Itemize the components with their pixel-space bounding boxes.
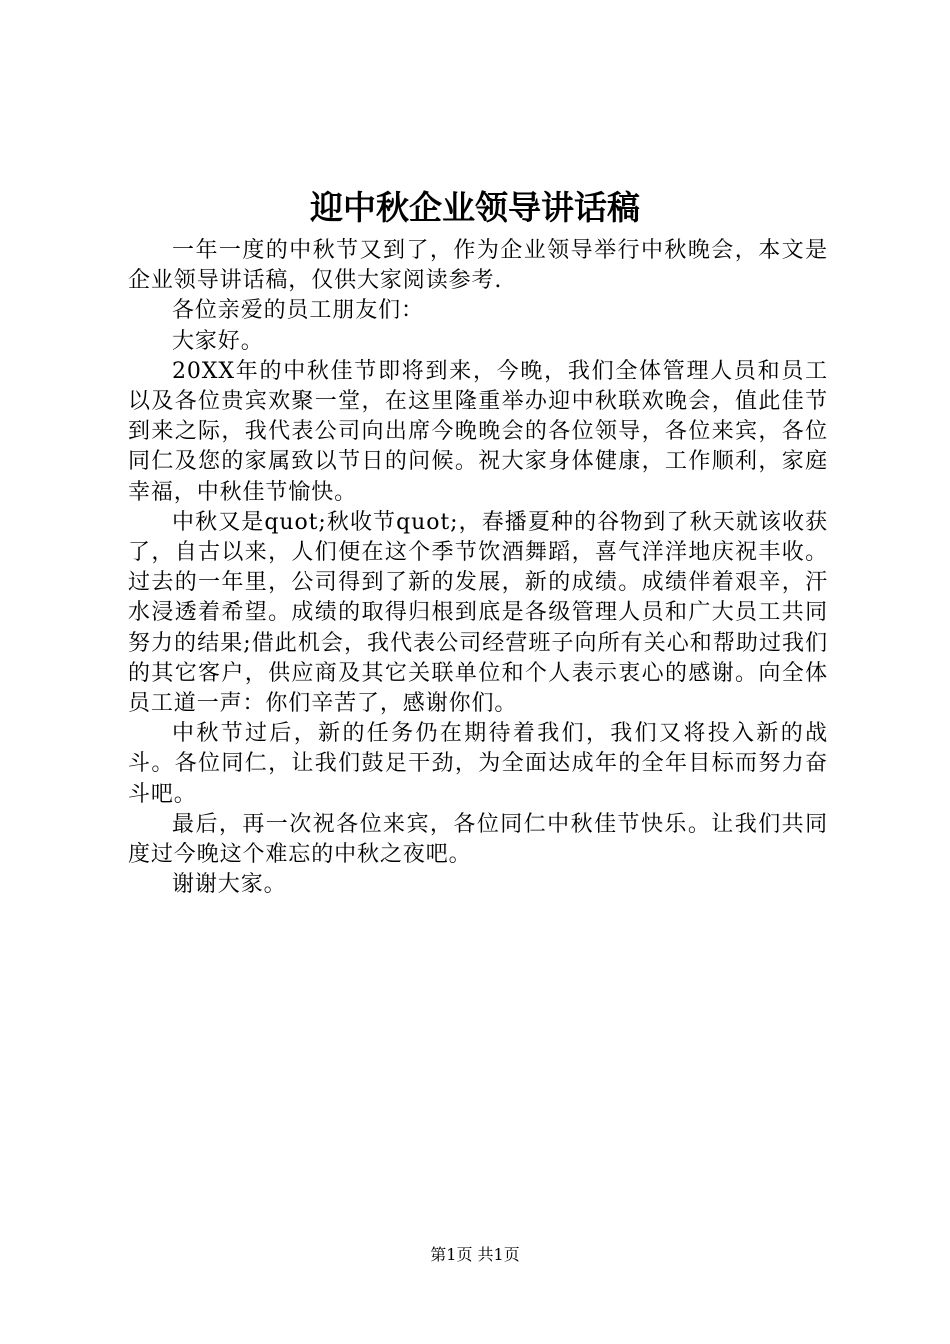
document-body bbox=[128, 236, 828, 900]
paragraph-harvest-thanks: 中秋又是quot;秋收节quot;，春播夏种的谷物到了秋天就该收获了，自古以来，人们便在这个季节饮酒舞蹈，喜气洋洋地庆祝丰收。过去的一年里，公司得到了新的发展，新的成绩。成绩伴着艰辛，汗水浸透着希望。成绩的取得归根到底是各级管理人员和广大员工共同努力的结果;借此机会，我代表公司经营班子向所有关心和帮助过我们的其它客户，供应商及其它关联单位和个人表示衷心的感谢。向全体员工道一声：你们辛苦了，感谢你们。 bbox=[128, 509, 828, 717]
paragraph-greeting: 大家好。 bbox=[172, 328, 264, 354]
paragraph-salutation: 各位亲爱的员工朋友们： bbox=[172, 298, 424, 324]
paragraph-closing-wishes: 最后，再一次祝各位来宾，各位同仁中秋佳节快乐。让我们共同度过今晚这个难忘的中秋之夜吧。 bbox=[128, 811, 828, 868]
paragraph-festival-wishes: 20XX年的中秋佳节即将到来，今晚，我们全体管理人员和员工以及各位贵宾欢聚一堂，在这里隆重举办迎中秋联欢晚会，值此佳节到来之际，我代表公司向出席今晚晚会的各位领导，各位来宾，各位同仁及您的家属致以节日的问候。祝大家身体健康，工作顺利，家庭幸福，中秋佳节愉快。 bbox=[128, 358, 828, 505]
page-footer: 第1页 共1页 bbox=[430, 1245, 520, 1264]
document-title: 迎中秋企业领导讲话稿 bbox=[310, 188, 640, 227]
paragraph-intro: 一年一度的中秋节又到了，作为企业领导举行中秋晚会，本文是企业领导讲话稿，仅供大家阅读参考. bbox=[128, 238, 828, 294]
paragraph-thanks: 谢谢大家。 bbox=[172, 872, 287, 898]
paragraph-future-goals: 中秋节过后，新的任务仍在期待着我们，我们又将投入新的战斗。各位同仁，让我们鼓足干劲，为全面达成年的全年目标而努力奋斗吧。 bbox=[128, 721, 828, 807]
